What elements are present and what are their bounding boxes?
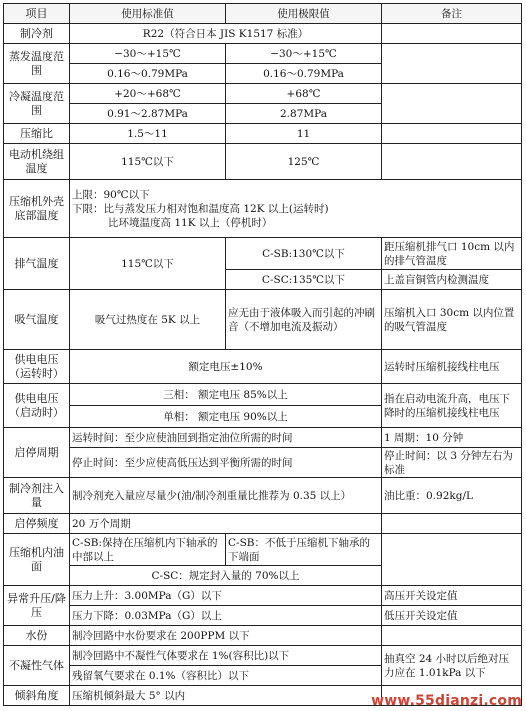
volt-run-remark: 运转时压缩机接线柱电压 (382, 350, 522, 384)
cond-std-press: 0.91～2.87MPa (70, 104, 226, 124)
abnormal-label: 异常升压/降压 (4, 586, 70, 626)
evap-std-press: 0.16～0.79MPa (70, 64, 226, 84)
volt-start-single: 单相： 额定电压 90%以上 (70, 406, 382, 428)
oil-sc: C-SC：规定封入量的 70%以上 (70, 566, 382, 586)
oil-sb-lim: C-SB：不低于压缩机下轴承的下端面 (226, 534, 382, 566)
discharge-remark1: 距压缩机排气口 10cm 以内的排气管温度 (382, 238, 522, 270)
ncg-value1: 制冷回路中不凝性气体要求在 1%(容积比)以下 (70, 646, 382, 666)
header-standard: 使用标准值 (70, 4, 226, 24)
ratio-label: 压缩比 (4, 124, 70, 144)
cycle-label: 启停周期 (4, 428, 70, 478)
suction-std: 吸气过热度在 5K 以上 (70, 290, 226, 350)
volt-run-label: 供电电压（运转时） (4, 350, 70, 384)
ncg-value2: 残留氧气要求在 0.1%（容积比）以下 (70, 666, 382, 686)
shell-values (70, 180, 522, 238)
volt-run-value: 额定电压±10% (70, 350, 382, 384)
cond-lim-temp: +68℃ (226, 84, 382, 104)
abnormal-down: 压力下降：0.03MPa（G）以上 (70, 606, 382, 626)
discharge-label: 排气温度 (4, 238, 70, 290)
discharge-lim-sb: C-SB:130℃以下 (226, 238, 382, 270)
oil-label: 压缩机内油面 (4, 534, 70, 586)
discharge-std: 115℃以下 (70, 238, 226, 290)
header-remarks: 备注 (382, 4, 522, 24)
charge-remark: 油比重：0.92kg/L (382, 478, 522, 514)
ratio-std: 1.5～11 (70, 124, 226, 144)
suction-label: 吸气温度 (4, 290, 70, 350)
shell-upper: 上限：90℃以下 (72, 188, 150, 201)
spec-table (3, 3, 522, 706)
shell-lower2: 比环境温度高 11K 以上（停机时） (108, 216, 273, 229)
tilt-label: 倾斜角度 (4, 686, 70, 706)
cond-label: 冷凝温度范围 (4, 84, 70, 124)
discharge-lim-sc: C-SC:135℃以下 (226, 270, 382, 290)
abnormal-remark2: 低压开关设定值 (382, 606, 522, 626)
charge-value: 制冷剂充入量应尽量少(油/制冷剂重量比推荐为 0.35 以上） (70, 478, 382, 514)
refrigerant-label: 制冷剂 (4, 24, 70, 44)
cond-std-temp: +20～+68℃ (70, 84, 226, 104)
header-limit: 使用极限值 (226, 4, 382, 24)
moisture-label: 水份 (4, 626, 70, 646)
motor-std: 115℃以下 (70, 144, 226, 180)
ncg-label: 不凝性气体 (4, 646, 70, 686)
cycle-remark2: 停止时间：以 3 分钟左右为标准 (382, 448, 522, 478)
cycle-run: 运转时间：至少应使油回到指定油位所需的时间 (70, 428, 382, 448)
oil-sb-std: C-SB:保持在压缩机内下轴承的中部以上 (70, 534, 226, 566)
discharge-remark2: 上盖盲铜管内检测温度 (382, 270, 522, 290)
tilt-value: 压缩机倾斜最大 5° 以内 (70, 686, 382, 706)
cycle-remark1: 1 周期：10 分钟 (382, 428, 522, 448)
volt-start-remark: 指在启动电流升高，电压下降时的压缩机接线柱电压 (382, 384, 522, 428)
refrigerant-value: R22（符合日本 JIS K1517 标准） (70, 24, 382, 44)
evap-lim-press: 0.16～0.79MPa (226, 64, 382, 84)
shell-label: 压缩机外壳底部温度 (4, 180, 70, 238)
suction-lim: 应无由于液体吸入而引起的冲刷音（不增加电流及振动） (226, 290, 382, 350)
shell-lower1: 下限：比与蒸发压力相对饱和温度高 12K 以上(运转时) (72, 202, 329, 215)
ratio-lim: 11 (226, 124, 382, 144)
evap-std-temp: −30～+15℃ (70, 44, 226, 64)
moisture-value: 制冷回路中水份要求在 200PPM 以下 (70, 626, 382, 646)
header-item: 项目 (4, 4, 70, 24)
motor-lim: 125℃ (226, 144, 382, 180)
abnormal-up: 压力上升：3.00MPa（G）以下 (70, 586, 382, 606)
suction-remark: 压缩机入口 30cm 以内位置的吸气管温度 (382, 290, 522, 350)
charge-label: 制冷剂注入量 (4, 478, 70, 514)
evap-lim-temp: −30～+15℃ (226, 44, 382, 64)
frequency-label: 启停频度 (4, 514, 70, 534)
frequency-value: 20 万个周期 (70, 514, 382, 534)
evap-label: 蒸发温度范围 (4, 44, 70, 84)
motor-label: 电动机绕组温度 (4, 144, 70, 180)
volt-start-label: 供电电压（启动时） (4, 384, 70, 428)
cycle-stop: 停止时间：至少应使高低压达到平衡所需的时间 (70, 448, 382, 478)
watermark: www.55dianzi.com (371, 693, 522, 709)
volt-start-three: 三相： 额定电压 85%以上 (70, 384, 382, 406)
cond-lim-press: 2.87MPa (226, 104, 382, 124)
ncg-remark: 抽真空 24 小时以后绝对压力应在 1.01kPa 以下 (382, 646, 522, 686)
abnormal-remark1: 高压开关设定值 (382, 586, 522, 606)
